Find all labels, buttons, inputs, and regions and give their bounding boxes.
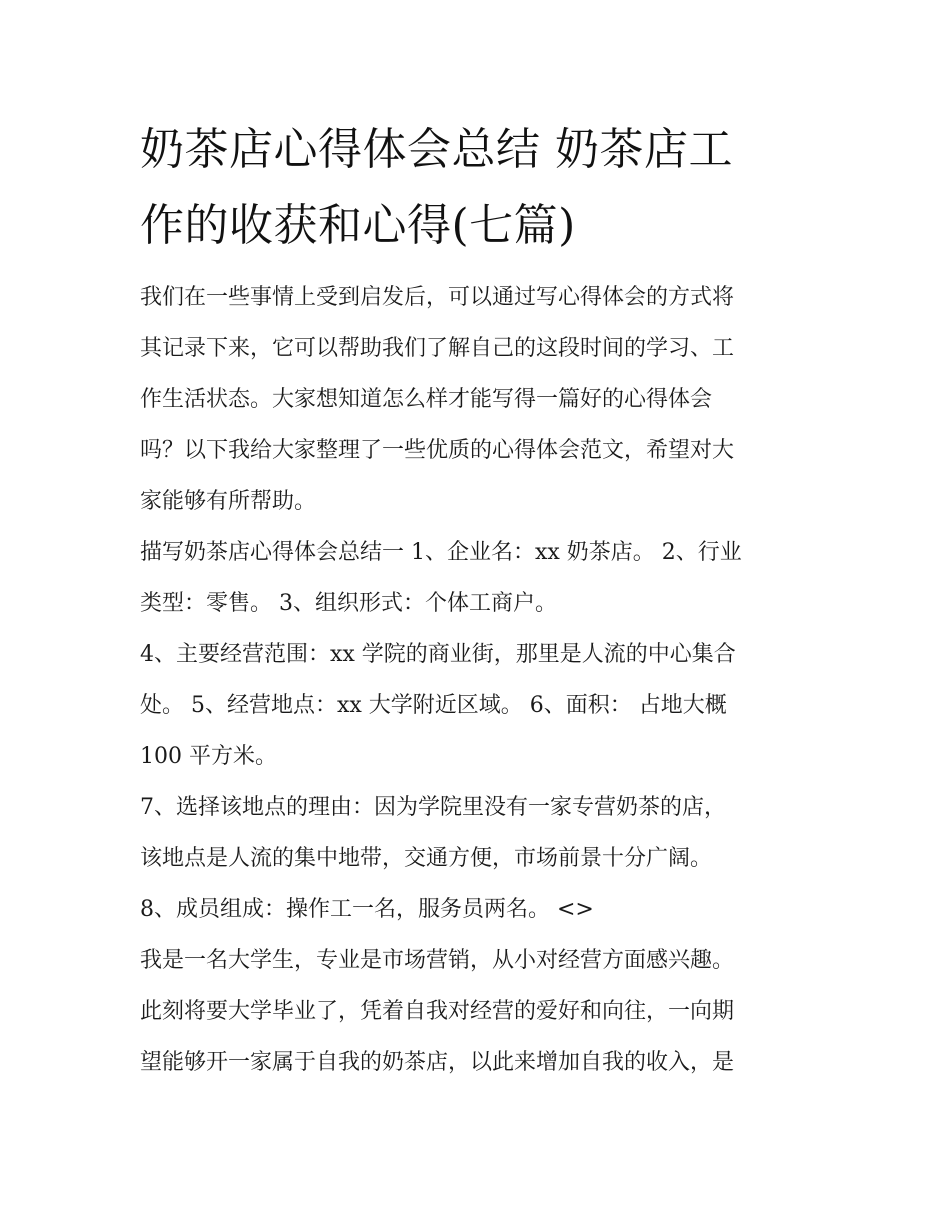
- text-line: 我是一名大学生，专业是市场营销，从小对经营方面感兴趣。: [140, 948, 735, 973]
- document-content: [140, 112, 820, 1088]
- text-line: 4、主要经营范围：xx 学院的商业街，那里是人流的中心集合: [140, 642, 736, 667]
- title-line: 作的收获和心得(七篇): [140, 200, 576, 251]
- text-line: 100 平方米。: [140, 744, 277, 769]
- text-line: 吗？以下我给大家整理了一些优质的心得体会范文，希望对大: [140, 438, 735, 463]
- text-line: 类型：零售。 3、组织形式：个体工商户。: [140, 591, 557, 616]
- paragraph-business-info: [140, 527, 820, 629]
- text-line: 望能够开一家属于自我的奶茶店，以此来增加自我的收入，是: [140, 1050, 735, 1075]
- text-line: 处。 5、经营地点：xx 大学附近区域。 6、面积： 占地大概: [140, 693, 727, 718]
- paragraph-intro: [140, 272, 820, 527]
- paragraph-personal: [140, 935, 820, 1088]
- document-title: [140, 112, 820, 264]
- paragraph-business-scope: [140, 629, 820, 782]
- text-line: 其记录下来，它可以帮助我们了解自己的这段时间的学习、工: [140, 336, 735, 361]
- title-line: 奶茶店心得体会总结 奶茶店工: [140, 124, 733, 175]
- paragraph-staff: [140, 884, 820, 935]
- text-line: 8、成员组成：操作工一名，服务员两名。 <>: [140, 897, 594, 922]
- text-line: 此刻将要大学毕业了，凭着自我对经营的爱好和向往，一向期: [140, 999, 735, 1024]
- text-line: 描写奶茶店心得体会总结一 1、企业名：xx 奶茶店。 2、行业: [140, 540, 742, 565]
- paragraph-location-reason: [140, 782, 820, 884]
- text-line: 该地点是人流的集中地带，交通方便，市场前景十分广阔。: [140, 846, 713, 871]
- text-line: 作生活状态。大家想知道怎么样才能写得一篇好的心得体会: [140, 387, 713, 412]
- text-line: 我们在一些事情上受到启发后，可以通过写心得体会的方式将: [140, 285, 735, 310]
- text-line: 7、选择该地点的理由：因为学院里没有一家专营奶茶的店，: [140, 795, 726, 820]
- document-body: [140, 272, 820, 1088]
- text-line: 家能够有所帮助。: [140, 489, 317, 514]
